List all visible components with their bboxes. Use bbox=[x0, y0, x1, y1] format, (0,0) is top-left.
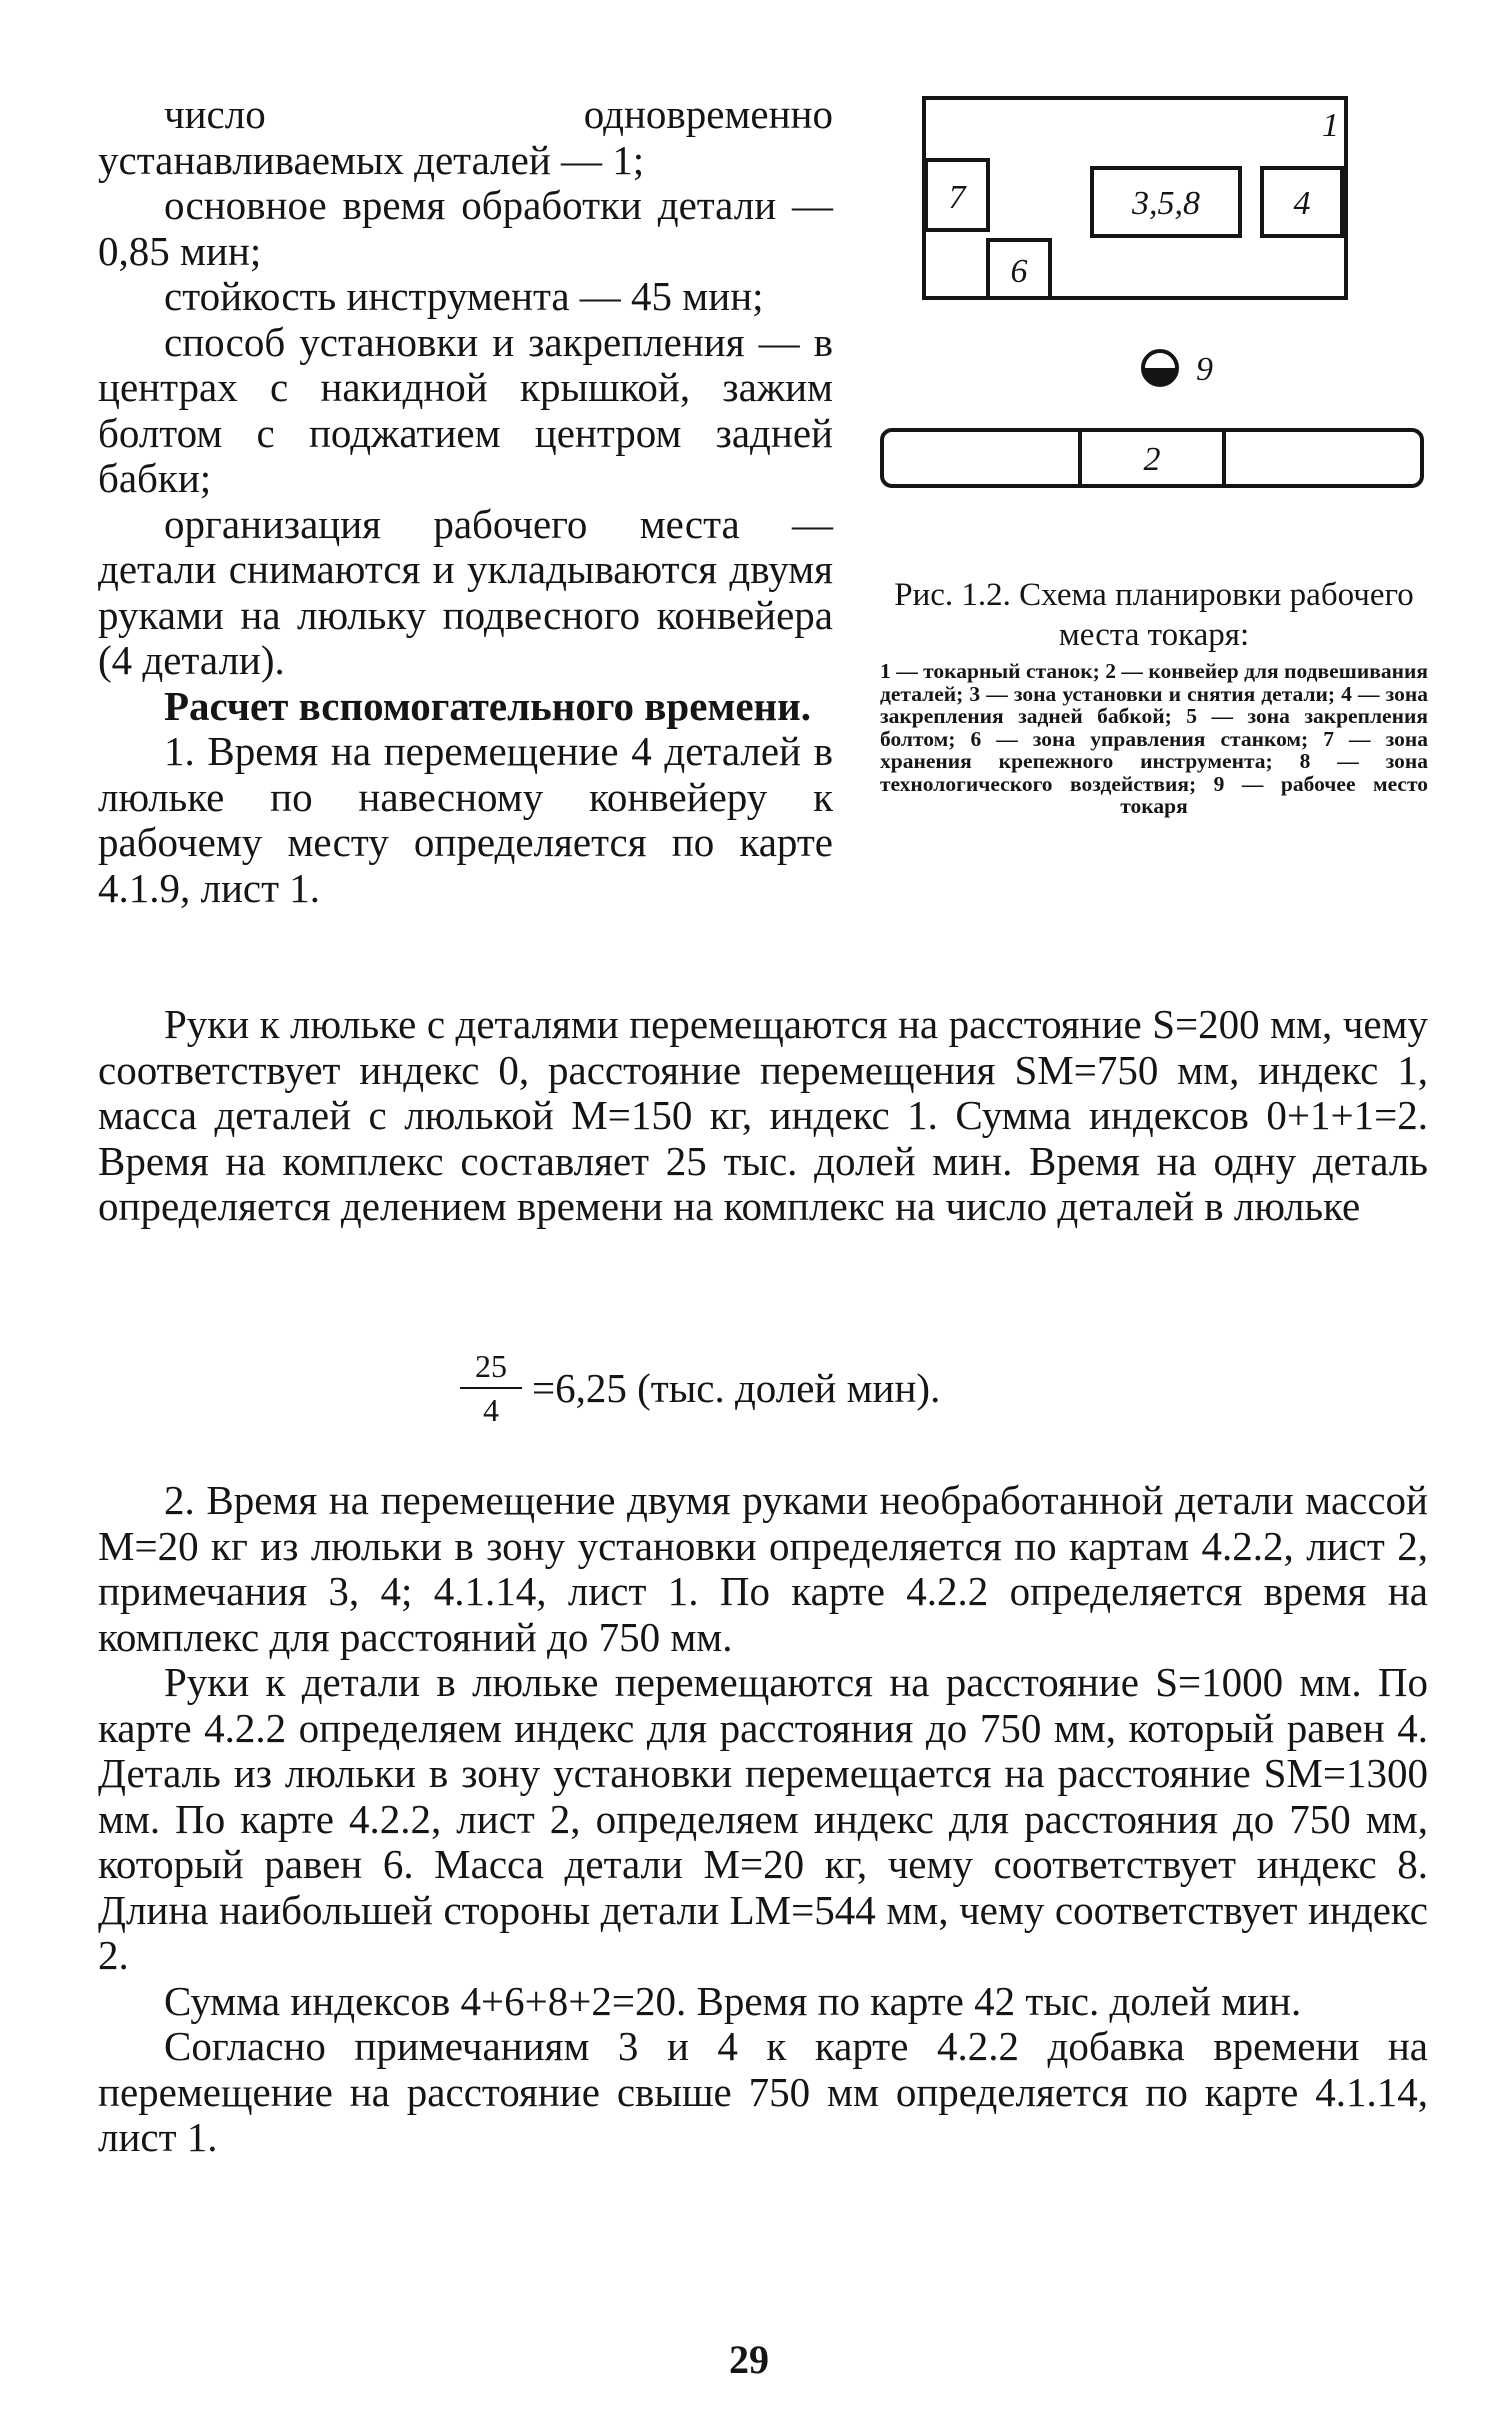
paragraph: Руки к люльке с деталями перемещаются на расстояние S=200 мм, чему соответствует индекс 0, расстояние перемещения SM=750 мм, индекс 1, масса деталей с люлькой M=150 кг, индекс 1. Сумма индексов 0+1+1=2. Время на комплекс составляет 25 тыс. долей мин. Время на одну деталь определяется делением времени на комплекс на число деталей в люльке bbox=[98, 1001, 1428, 1229]
fraction-bar bbox=[460, 1387, 522, 1389]
body-text-upper bbox=[98, 1002, 1428, 1230]
section-heading: Расчет вспомогательного времени. bbox=[164, 682, 812, 729]
label-zone-3-5-8: 3,5,8 bbox=[1132, 185, 1200, 222]
fraction-denominator: 4 bbox=[483, 1392, 499, 1428]
fraction bbox=[460, 1347, 522, 1429]
body-text-lower bbox=[98, 1478, 1428, 2161]
figure-caption-legend: 1 — токарный станок; 2 — конвейер для подвешивания деталей; 3 — зона установки и снятия детали; 4 — зона закрепления задней бабкой; 5 — зона закрепления болтом; 6 — зона управления станком; 7 — зона хранения крепежного инструмента; 8 — зона технологического воздействия; 9 — рабочее место токаря bbox=[880, 659, 1428, 818]
list-item: способ установки и закрепления — в центрах с накидной крышкой, зажим болтом с поджатием центром задней бабки; bbox=[98, 318, 833, 501]
page-number: 29 bbox=[729, 2337, 769, 2382]
list-item: число одновременно устанавливаемых деталей — 1; bbox=[98, 91, 833, 183]
workplace-layout-figure bbox=[880, 90, 1428, 510]
paragraph: Согласно примечаниям 3 и 4 к карте 4.2.2 добавка времени на перемещение на расстояние свыше 750 мм определяется по карте 4.1.14, лист 1. bbox=[98, 2023, 1428, 2160]
list-item: основное время обработки детали — 0,85 мин; bbox=[98, 182, 833, 274]
label-conveyor: 2 bbox=[1143, 441, 1161, 478]
label-zone-4: 4 bbox=[1293, 185, 1311, 222]
paragraph: Сумма индексов 4+6+8+2=20. Время по карте 42 тыс. долей мин. bbox=[164, 1977, 1302, 2024]
label-lathe: 1 bbox=[1322, 107, 1339, 144]
paragraph: 1. Время на перемещение 4 деталей в люльке по навесному конвейеру к рабочему месту определяется по карте 4.1.9, лист 1. bbox=[98, 728, 833, 911]
left-column bbox=[98, 92, 833, 911]
paragraph: 2. Время на перемещение двумя руками необработанной детали массой M=20 кг из люльки в зону установки определяется по картам 4.2.2, лист 2, примечания 3, 4; 4.1.14, лист 1. По карте 4.2.2 определяется время на комплекс для расстояний до 750 мм. bbox=[98, 1477, 1428, 1660]
label-zone-6: 6 bbox=[1010, 253, 1028, 290]
fraction-numerator: 25 bbox=[475, 1348, 507, 1384]
label-zone-7: 7 bbox=[948, 179, 966, 216]
label-worker: 9 bbox=[1196, 351, 1213, 388]
formula bbox=[460, 1338, 940, 1438]
figure-caption-title: Рис. 1.2. Схема планировки рабочего места токаря: bbox=[894, 577, 1414, 653]
worker-icon bbox=[1143, 351, 1177, 385]
list-item: организация рабочего места — детали снимаются и укладываются двумя руками на люльку подвесного конвейера (4 детали). bbox=[98, 500, 833, 683]
layout-diagram bbox=[880, 90, 1428, 510]
list-item: стойкость инструмента — 45 мин; bbox=[164, 273, 764, 319]
paragraph: Руки к детали в люльке перемещаются на расстояние S=1000 мм. По карте 4.2.2 определяем индекс для расстояния до 750 мм, который равен 4. Деталь из люльки в зону установки перемещается на расстояние SM=1300 мм. По карте 4.2.2, лист 2, определяем индекс для расстояния до 750 мм, который равен 6. Масса детали M=20 кг, чему соответствует индекс 8. Длина наибольшей стороны детали LM=544 мм, чему соответствует индекс 2. bbox=[98, 1659, 1428, 1978]
formula-result: =6,25 (тыс. долей мин). bbox=[532, 1365, 941, 1411]
